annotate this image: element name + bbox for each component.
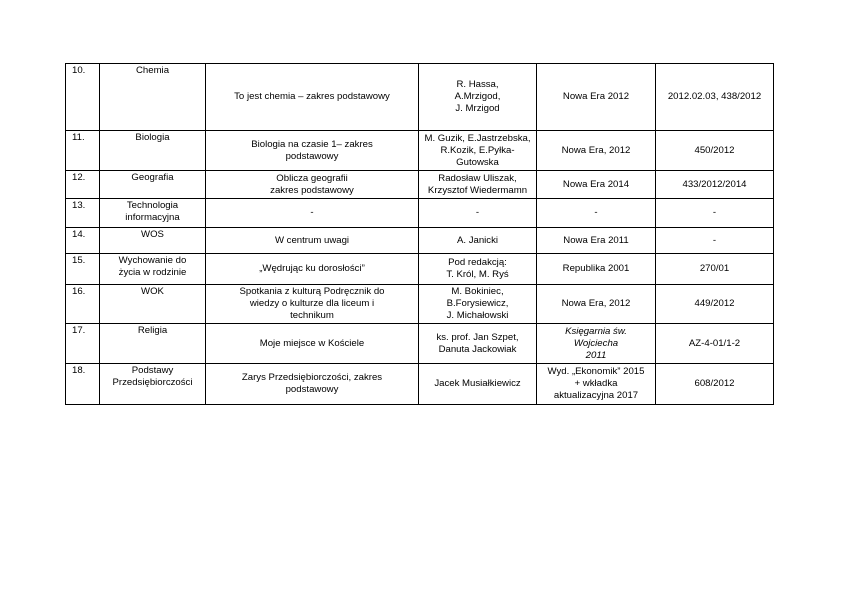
authors-line: ks. prof. Jan Szpet,	[436, 331, 519, 343]
approval-number-line: 449/2012	[694, 298, 735, 309]
title-line: -	[310, 207, 314, 218]
row-number-cell: 16.	[66, 285, 100, 324]
table-row	[66, 285, 774, 324]
publisher-line: -	[594, 207, 598, 218]
approval-number-line: 2012.02.03, 438/2012	[667, 91, 762, 102]
publisher-line: Wyd. „Ekonomik” 2015	[547, 366, 645, 377]
subject-line: Technologia	[126, 200, 179, 211]
title-line: W centrum uwagi	[274, 234, 350, 246]
authors-cell	[419, 228, 537, 254]
authors-cell	[419, 364, 537, 405]
subject-cell	[100, 131, 206, 171]
authors-line: Pod redakcją:	[448, 257, 507, 268]
subject-cell	[100, 171, 206, 199]
authors-line: Danuta Jackowiak	[438, 343, 517, 355]
table-row	[66, 131, 774, 171]
authors-line: M. Guzik, E.Jastrzebska,	[424, 132, 531, 144]
authors-line: A.Mrzigod,	[454, 91, 501, 102]
publisher-cell	[537, 64, 656, 131]
publisher-line: Wojciecha	[573, 337, 619, 349]
row-number-cell: 15.	[66, 254, 100, 285]
title-line: zakres podstawowy	[270, 184, 354, 196]
title-line: technikum	[290, 310, 334, 321]
authors-cell	[419, 171, 537, 199]
publisher-line: + wkładka	[574, 378, 618, 389]
authors-line: Radosław Uliszak,	[438, 172, 517, 184]
subject-line: WOK	[141, 286, 164, 297]
publisher-line: Nowa Era 2014	[562, 178, 630, 190]
title-line: Biologia na czasie 1– zakres	[251, 138, 373, 150]
subject-cell	[100, 64, 206, 131]
publisher-line: Nowa Era 2011	[563, 234, 629, 246]
publisher-cell	[537, 285, 656, 324]
subject-line: Podstawy	[131, 365, 174, 376]
publisher-line: aktualizacyjna 2017	[553, 390, 639, 401]
row-number-cell: 17.	[66, 324, 100, 364]
approval-number-cell	[656, 364, 774, 405]
authors-line: T. Król, M. Ryś	[446, 269, 509, 280]
publisher-cell	[537, 199, 656, 228]
authors-line: R. Hassa,	[456, 79, 499, 90]
subject-line: Chemia	[135, 65, 170, 76]
approval-number-cell	[656, 254, 774, 285]
approval-number-line: 270/01	[699, 263, 730, 274]
publisher-line: Nowa Era, 2012	[561, 298, 631, 309]
row-number-cell: 11.	[66, 131, 100, 171]
subject-cell	[100, 364, 206, 405]
approval-number-line: -	[712, 207, 717, 218]
publisher-cell	[537, 254, 656, 285]
row-number-cell: 14.	[66, 228, 100, 254]
approval-number-line: 433/2012/2014	[682, 178, 747, 190]
approval-number-cell	[656, 171, 774, 199]
textbook-table	[65, 63, 774, 405]
publisher-line: Księgarnia św.	[565, 325, 627, 337]
authors-line: M. Bokiniec, B.Forysiewicz,	[446, 286, 509, 309]
subject-line: Biologia	[135, 132, 170, 143]
row-number-cell: 12.	[66, 171, 100, 199]
title-cell	[206, 254, 419, 285]
publisher-line: 2011	[585, 349, 607, 361]
authors-cell	[419, 199, 537, 228]
publisher-line: Republika 2001	[562, 263, 630, 274]
title-cell	[206, 285, 419, 324]
publisher-line: Nowa Era, 2012	[561, 144, 631, 156]
authors-cell	[419, 64, 537, 131]
subject-cell	[100, 324, 206, 364]
title-line: Spotkania z kulturą Podręcznik do	[239, 286, 385, 297]
authors-line: J. Mrzigod	[455, 103, 500, 114]
subject-cell	[100, 254, 206, 285]
approval-number-line: 608/2012	[694, 378, 735, 389]
title-cell	[206, 171, 419, 199]
title-cell	[206, 364, 419, 405]
table-row	[66, 64, 774, 131]
subject-line: Przedsiębiorczości	[112, 377, 193, 388]
table-row	[66, 199, 774, 228]
row-number-cell: 13.	[66, 199, 100, 228]
title-line: To jest chemia – zakres podstawowy	[234, 91, 390, 102]
authors-cell	[419, 254, 537, 285]
authors-cell	[419, 131, 537, 171]
subject-cell	[100, 199, 206, 228]
approval-number-cell	[656, 228, 774, 254]
table-row	[66, 364, 774, 405]
approval-number-line: 450/2012	[694, 144, 735, 156]
title-line: Moje miejsce w Kościele	[259, 337, 365, 349]
publisher-cell	[537, 171, 656, 199]
title-line: Zarys Przedsiębiorczości, zakres	[241, 372, 383, 383]
table-row	[66, 254, 774, 285]
subject-line: Religia	[137, 325, 168, 336]
approval-number-cell	[656, 324, 774, 364]
title-cell	[206, 199, 419, 228]
authors-cell	[419, 324, 537, 364]
authors-line: -	[475, 207, 480, 218]
subject-cell	[100, 285, 206, 324]
title-cell	[206, 324, 419, 364]
title-cell	[206, 228, 419, 254]
subject-line: informacyjna	[125, 212, 180, 223]
table-row	[66, 324, 774, 364]
subject-line: Wychowanie do	[118, 255, 187, 266]
title-cell	[206, 131, 419, 171]
subject-line: WOS	[141, 229, 164, 240]
approval-number-line: AZ-4-01/1-2	[688, 337, 741, 349]
authors-line: A. Janicki	[456, 234, 499, 246]
row-number-cell: 18.	[66, 364, 100, 405]
row-number-cell: 10.	[66, 64, 100, 131]
approval-number-cell	[656, 285, 774, 324]
title-cell	[206, 64, 419, 131]
authors-line: R.Kozik, E.Pyłka-Gutowska	[440, 144, 515, 168]
authors-line: J. Michałowski	[446, 310, 509, 321]
authors-cell	[419, 285, 537, 324]
authors-line: Krzysztof Wiedermamn	[427, 184, 528, 196]
publisher-cell	[537, 364, 656, 405]
publisher-cell	[537, 228, 656, 254]
title-line: podstawowy	[285, 384, 339, 395]
subject-line: życia w rodzinie	[118, 267, 187, 278]
title-line: wiedzy o kulturze dla liceum i	[249, 298, 375, 309]
authors-line: Jacek Musiałkiewicz	[434, 378, 521, 389]
publisher-line: Nowa Era 2012	[562, 91, 630, 102]
title-line: Oblicza geografii	[276, 172, 348, 184]
subject-line: Geografia	[131, 172, 174, 183]
title-line: „Wędrując ku dorosłości”	[259, 263, 365, 274]
approval-number-cell	[656, 131, 774, 171]
publisher-cell	[537, 324, 656, 364]
approval-number-cell	[656, 199, 774, 228]
publisher-cell	[537, 131, 656, 171]
table-row	[66, 228, 774, 254]
approval-number-cell	[656, 64, 774, 131]
title-line: podstawowy	[285, 150, 339, 162]
subject-cell	[100, 228, 206, 254]
approval-number-line: -	[712, 234, 717, 246]
table-row	[66, 171, 774, 199]
